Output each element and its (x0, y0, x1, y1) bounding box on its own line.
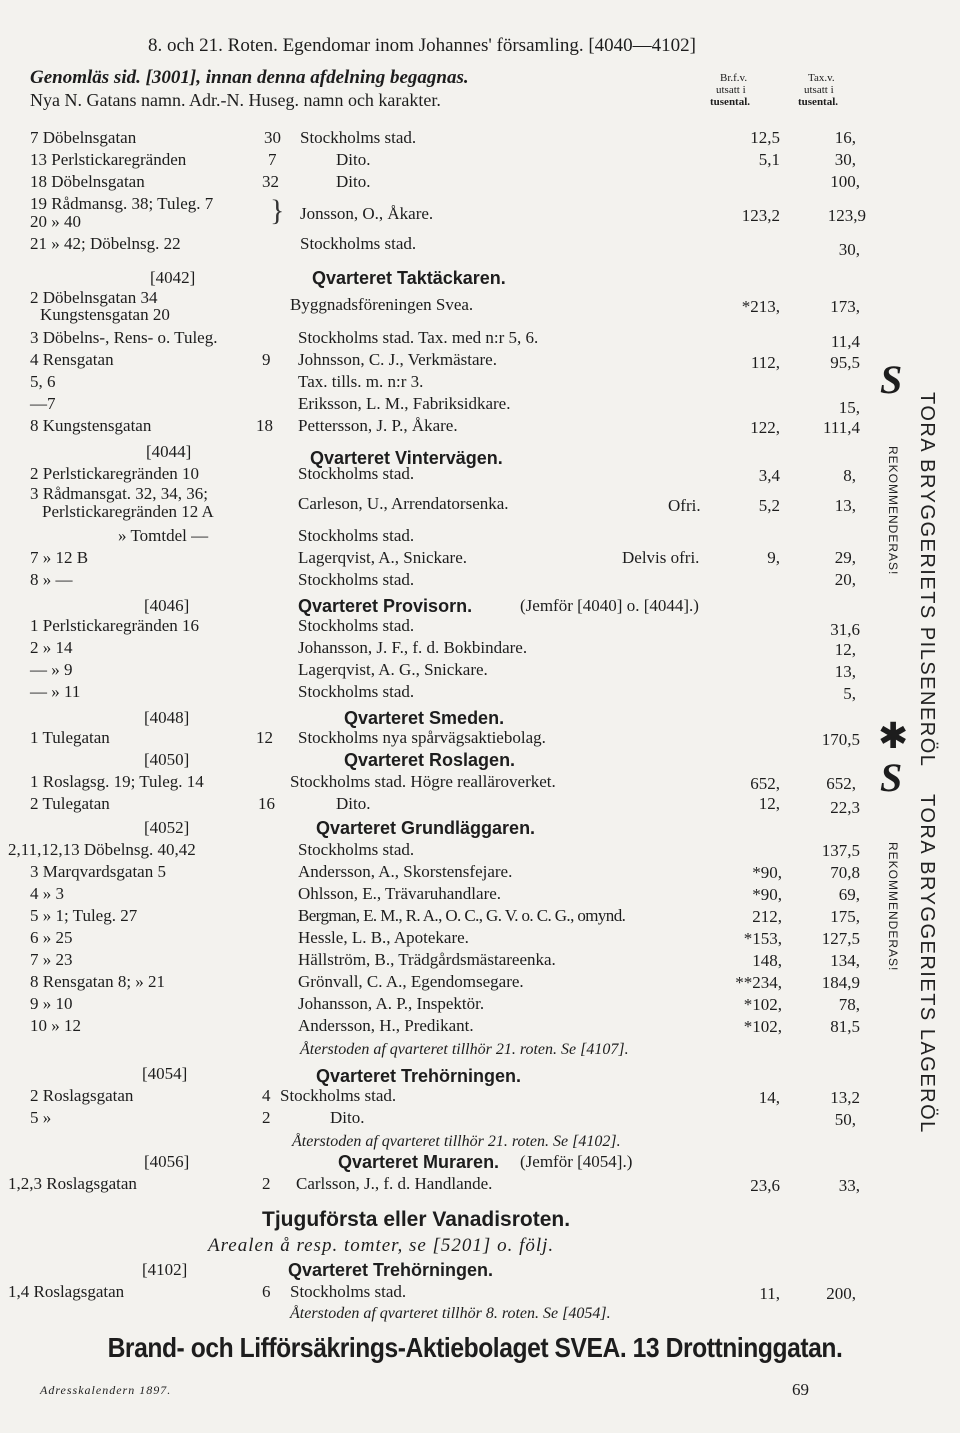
entry-number: 6 (262, 1282, 271, 1301)
entry-brf-value: *153, (743, 929, 782, 948)
block-number: [4056] (144, 1152, 190, 1171)
entry-tax-value: 175, (830, 907, 860, 926)
entry-tax-value: 30, (838, 240, 860, 259)
block-number: [4054] (142, 1064, 188, 1083)
entry-brf-value: 212, (752, 907, 782, 926)
entry-owner: Hessle, L. B., Apotekare. (298, 928, 469, 947)
entry-address: 4 Rensgatan (30, 350, 114, 369)
entry-tax-value: 8, (843, 466, 856, 485)
entry-address: 7 » 12 B (30, 548, 89, 567)
entry-tax-value: 100, (830, 172, 860, 191)
entry-brf-value: *102, (743, 1017, 782, 1036)
entry-address: 6 » 25 (30, 928, 73, 947)
entry-owner: Dito. (336, 172, 371, 191)
entry-owner: Bergman, E. M., R. A., O. C., G. V. o. C. G., omynd. (298, 906, 626, 925)
entry-address: —7 (30, 394, 56, 413)
entry-address: 7 Döbelnsgatan (30, 128, 137, 147)
entry-number: 2 (262, 1108, 271, 1127)
entry-tax-value: 170,5 (821, 730, 860, 749)
entry-owner: Stockholms stad. (298, 682, 415, 701)
entry-owner: Grönvall, C. A., Egendomsegare. (298, 972, 524, 991)
entry-brf-value: 148, (752, 951, 782, 970)
entry-address: 9 » 10 (30, 994, 73, 1013)
entry-brf-value: 5,1 (758, 150, 780, 169)
entry-tax-value: 13, (834, 496, 856, 515)
entry-address: 8 Kungstensgatan (30, 416, 152, 435)
col2-header: Tax.v. (808, 72, 835, 84)
entry-owner: Lagerqvist, A. G., Snickare. (298, 660, 488, 679)
column-header-names: Nya N. Gatans namn. Adr.-N. Huseg. namn och karakter. (30, 90, 441, 110)
col1-header-unit: tusental. (710, 96, 751, 108)
entry-tax-value: 69, (838, 885, 860, 904)
entry-address: 18 Döbelnsgatan (30, 172, 145, 191)
entry-address: 3 Rådmansgat. 32, 34, 36; (30, 484, 209, 503)
block-number: [4052] (144, 818, 190, 837)
entry-address: 8 » — (30, 570, 73, 589)
entry-owner: Johansson, A. P., Inspektör. (298, 994, 485, 1013)
entry-owner: Johansson, J. F., f. d. Bokbindare. (298, 638, 528, 657)
entry-tax-value: 200, (826, 1284, 856, 1303)
entry-brf-value: 652, (750, 774, 780, 793)
entry-address: 3 Marqvardsgatan 5 (30, 862, 166, 881)
entry-brf-value: *213, (741, 297, 780, 316)
entry-tax-value: 95,5 (830, 353, 860, 372)
side-ad-lager-sub: REKOMMENDERAS! (886, 842, 900, 972)
entry-address: 19 Rådmansg. 38; Tuleg. 7 (30, 194, 214, 213)
entry-address: 1 Perlstickaregränden 16 (30, 616, 199, 635)
entry-address: 2,11,12,13 Döbelnsg. 40,42 (8, 840, 196, 859)
asterisk-ornament: ✱ (878, 715, 909, 756)
entry-owner: Stockholms stad. (280, 1086, 397, 1105)
cross-reference: Återstoden af qvarteret tillhör 21. roten. Se [4102]. (292, 1133, 621, 1150)
entry-owner: Stockholms stad. (298, 526, 415, 545)
entry-address: — » 9 (30, 660, 73, 679)
entry-number: 30 (264, 128, 281, 147)
entry-brf-value: *90, (752, 863, 782, 882)
entry-tax-value: 134, (830, 951, 860, 970)
block-number: [4050] (144, 750, 190, 769)
entry-tax-value: 78, (838, 995, 860, 1014)
entry-owner: Lagerqvist, A., Snickare. (298, 548, 468, 567)
entry-brf-value: 5,2 (758, 496, 780, 515)
entry-owner: Johnsson, C. J., Verkmästare. (298, 350, 497, 369)
entry-tax-value: 33, (838, 1176, 860, 1195)
stora-logo-mark: S (880, 357, 903, 402)
block-title: Qvarteret Grundläggaren. (316, 818, 536, 838)
side-ad-pilsner-sub: REKOMMENDERAS! (886, 446, 900, 576)
entry-address: 2 » 14 (30, 638, 73, 657)
block-title: Qvarteret Taktäckaren. (312, 268, 506, 288)
entry-address: 4 » 3 (30, 884, 64, 903)
entry-number: 12 (256, 728, 273, 747)
entry-address: 1,4 Roslagsgatan (8, 1282, 125, 1301)
entry-owner: Tax. tills. m. n:r 3. (298, 372, 424, 391)
entry-address: 2 Tulegatan (30, 794, 110, 813)
entry-address: 2 Roslagsgatan (30, 1086, 134, 1105)
entry-owner: Dito. (330, 1108, 365, 1127)
entry-address: 3 Döbelns-, Rens- o. Tuleg. (30, 328, 218, 347)
entry-brf-value: *102, (743, 995, 782, 1014)
entry-tax-value: 50, (834, 1110, 856, 1129)
entry-owner: Stockholms stad. (298, 464, 415, 483)
entry-tax-value: 81,5 (830, 1017, 860, 1036)
entry-owner: Jonsson, O., Åkare. (300, 204, 434, 223)
entry-note: Ofri. (668, 496, 701, 515)
entry-brf-value: **234, (735, 973, 782, 992)
col1-header: Br.f.v. (720, 72, 748, 84)
entry-owner: Andersson, A., Skorstensfejare. (298, 862, 513, 881)
entry-owner: Stockholms stad. (300, 234, 417, 253)
entry-brf-value: 3,4 (758, 466, 780, 485)
footer-publication: Adresskalendern 1897. (40, 1383, 172, 1397)
entry-address: — » 11 (30, 682, 81, 701)
entry-tax-value: 184,9 (821, 973, 860, 992)
block-note: (Jemför [4040] o. [4044].) (520, 596, 699, 615)
entry-brf-value: 14, (758, 1088, 780, 1107)
entry-address: 5 » (30, 1108, 52, 1127)
entry-owner: Hällström, B., Trädgårdsmästareenka. (298, 950, 556, 969)
entry-owner: Stockholms stad. (298, 570, 415, 589)
entry-address: » Tomtdel — (118, 526, 209, 545)
side-ad-lager: TORA BRYGGERIETS LAGERÖL (916, 794, 938, 1134)
entry-number: 7 (268, 150, 277, 169)
block-number: [4102] (142, 1260, 188, 1279)
section-title: Tjuguförsta eller Vanadisroten. (262, 1208, 571, 1231)
entry-tax-value: 111,4 (823, 418, 860, 437)
page-number: 69 (792, 1380, 809, 1399)
entry-note: Delvis ofri. (622, 548, 700, 567)
block-title: Qvarteret Trehörningen. (288, 1260, 494, 1280)
entry-tax-value: 652, (826, 774, 856, 793)
cross-reference: Återstoden af qvarteret tillhör 8. roten. Se [4054]. (290, 1305, 611, 1322)
entry-owner: Stockholms stad. (290, 1282, 407, 1301)
entry-address: 21 » 42; Döbelnsg. 22 (30, 234, 181, 253)
entry-tax-value: 29, (834, 548, 856, 567)
cross-reference: Återstoden af qvarteret tillhör 21. roten. Se [4107]. (300, 1041, 629, 1058)
entry-owner: Byggnadsföreningen Svea. (290, 295, 474, 314)
entry-owner: Stockholms stad. Tax. med n:r 5, 6. (298, 328, 539, 347)
block-title: Qvarteret Provisorn. (298, 596, 473, 616)
entry-tax-value: 13,2 (830, 1088, 860, 1107)
entry-address: 5 » 1; Tuleg. 27 (30, 906, 138, 925)
col1-header-sub: utsatt i (716, 84, 746, 96)
running-head: 8. och 21. Roten. Egendomar inom Johannes' församling. [4040—4102] (148, 35, 697, 56)
entry-address: 10 » 12 (30, 1016, 81, 1035)
entry-tax-value: 13, (834, 662, 856, 681)
entry-owner: Pettersson, J. P., Åkare. (298, 416, 458, 435)
entry-tax-value: 12, (834, 640, 856, 659)
side-ad-pilsner: TORA BRYGGERIETS PILSENERÖL (916, 392, 938, 768)
block-note: (Jemför [4054].) (520, 1152, 633, 1171)
entry-owner: Carlsson, J., f. d. Handlande. (296, 1174, 493, 1193)
entry-owner: Andersson, H., Predikant. (298, 1016, 474, 1035)
entry-number: 16 (258, 794, 275, 813)
entry-tax-value: 173, (830, 297, 860, 316)
entry-owner: Ohlsson, E., Trävaruhandlare. (298, 884, 502, 903)
block-title: Qvarteret Trehörningen. (316, 1066, 522, 1086)
entry-brf-value: 11, (759, 1284, 780, 1303)
entry-brf-value: 23,6 (750, 1176, 780, 1195)
entry-owner: Stockholms stad. (300, 128, 417, 147)
entry-address: 1,2,3 Roslagsgatan (8, 1174, 137, 1193)
entry-address: 1 Roslagsg. 19; Tuleg. 14 (30, 772, 204, 791)
entry-address: 5, 6 (30, 372, 56, 391)
entry-tax-value: 15, (838, 398, 860, 417)
entry-brf-value: 12, (758, 794, 780, 813)
entry-tax-value: 11,4 (830, 332, 860, 351)
entry-owner: Dito. (336, 150, 371, 169)
brace-glyph: } (270, 194, 285, 227)
entry-brf-value: 9, (767, 548, 780, 567)
entry-address: 13 Perlstickaregränden (30, 150, 187, 169)
entry-brf-value: 123,2 (741, 206, 780, 225)
entry-tax-value: 70,8 (830, 863, 860, 882)
entry-address: 20 » 40 (30, 212, 81, 231)
block-number: [4048] (144, 708, 190, 727)
entry-address: Perlstickaregränden 12 A (42, 502, 214, 521)
entry-owner: Stockholms stad. (298, 616, 415, 635)
entry-owner: Stockholms nya spårvägsaktiebolag. (298, 728, 546, 747)
entry-owner: Stockholms stad. Högre realläroverket. (290, 772, 556, 791)
entry-tax-value: 22,3 (830, 798, 860, 817)
block-number: [4042] (150, 268, 196, 287)
block-title: Qvarteret Vintervägen. (310, 448, 503, 468)
entry-address: 2 Perlstickaregränden 10 (30, 464, 199, 483)
col2-header-sub: utsatt i (804, 84, 834, 96)
entry-owner: Stockholms stad. (298, 840, 415, 859)
block-title: Qvarteret Smeden. (344, 708, 505, 728)
entry-address: 8 Rensgatan 8; » 21 (30, 972, 166, 991)
entry-number: 32 (262, 172, 279, 191)
entry-address: 7 » 23 (30, 950, 73, 969)
entry-owner: Carleson, U., Arrendatorsenka. (298, 494, 509, 513)
entry-address: 2 Döbelnsgatan 34 (30, 288, 158, 307)
entry-address: Kungstensgatan 20 (40, 305, 170, 324)
entry-tax-value: 137,5 (821, 841, 860, 860)
entry-owner: Eriksson, L. M., Fabriksidkare. (298, 394, 511, 413)
entry-tax-value: 127,5 (821, 929, 860, 948)
entry-tax-value: 20, (834, 570, 856, 589)
entry-tax-value: 16, (834, 128, 856, 147)
block-title: Qvarteret Muraren. (338, 1152, 500, 1172)
stora-logo-mark: S (880, 755, 903, 800)
entry-number: 9 (262, 350, 271, 369)
entry-number: 18 (256, 416, 273, 435)
entry-brf-value: 122, (750, 418, 780, 437)
svea-advertisement: Brand- och Lifförsäkrings-Aktiebolaget SVEA. 13 Drottninggatan. (107, 1332, 843, 1363)
entry-tax-value: 30, (834, 150, 856, 169)
entry-number: 4 (262, 1086, 271, 1105)
entry-brf-value: *90, (752, 885, 782, 904)
block-number: [4044] (146, 442, 192, 461)
section-subtitle: Arealen å resp. tomter, se [5201] o. följ. (208, 1235, 555, 1256)
entry-brf-value: 12,5 (750, 128, 780, 147)
entry-tax-value: 31,6 (830, 620, 860, 639)
entry-brf-value: 112, (750, 353, 780, 372)
block-title: Qvarteret Roslagen. (344, 750, 516, 770)
instruction-line: Genomläs sid. [3001], innan denna afdelning begagnas. (30, 67, 469, 88)
block-number: [4046] (144, 596, 190, 615)
entry-number: 2 (262, 1174, 271, 1193)
entry-owner: Dito. (336, 794, 371, 813)
entry-address: 1 Tulegatan (30, 728, 110, 747)
entry-tax-value: 123,9 (827, 206, 866, 225)
col2-header-unit: tusental. (798, 96, 839, 108)
entry-tax-value: 5, (843, 684, 856, 703)
